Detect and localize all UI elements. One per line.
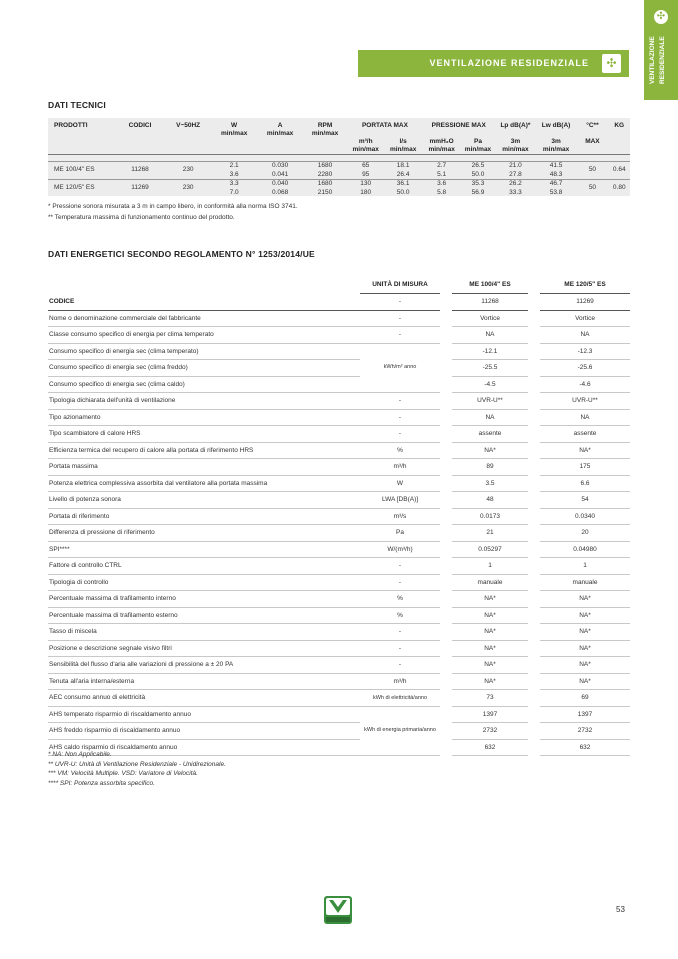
- table-row: [48, 591, 630, 608]
- row-value-product-1: NA*: [452, 442, 528, 459]
- row-unit: -: [360, 409, 440, 426]
- row-label: AHS freddo risparmio di riscaldamento annuo: [48, 723, 360, 740]
- table-row: [48, 607, 630, 624]
- row-label: Tipo scambiatore di calore HRS: [48, 426, 360, 443]
- row-value-product-1: NA*: [452, 624, 528, 641]
- table-row: [48, 180, 630, 189]
- col-product-2: ME 120/5" ES: [540, 275, 630, 294]
- row-value-product-1: NA*: [452, 640, 528, 657]
- col-codici: CODICI: [128, 122, 152, 129]
- row-unit: -: [360, 657, 440, 674]
- col-rpm-label: RPM: [317, 122, 333, 129]
- col-portata-m3-label: m³/h: [358, 138, 373, 145]
- product-name: ME 120/5" ES: [48, 180, 114, 198]
- w-max: 7.0: [229, 188, 239, 196]
- a-min: 0.040: [258, 180, 303, 189]
- col-lw-sub: [536, 138, 577, 155]
- row-value-product-1: 48: [452, 492, 528, 509]
- row-value-product-1: assente: [452, 426, 528, 443]
- col-w-sub: min/max: [220, 130, 248, 137]
- lp-min: 26.2: [495, 180, 536, 189]
- col-lw: Lw dB(A): [541, 122, 571, 129]
- row-value-product-2: -12.3: [540, 343, 630, 360]
- row-label: Tasso di miscela: [48, 624, 360, 641]
- col-lp: Lp dB(A)*: [500, 122, 531, 129]
- rpm-min: 1680: [303, 162, 348, 171]
- row-unit: %: [360, 591, 440, 608]
- row-value-product-1: NA*: [452, 591, 528, 608]
- row-unit: W/(m³/h): [360, 541, 440, 558]
- col-a-sub: min/max: [266, 130, 294, 137]
- tech-table: [48, 122, 630, 197]
- table-row: [48, 492, 630, 509]
- col-portata-ls: [384, 138, 423, 155]
- row-value-product-1: 1: [452, 558, 528, 575]
- col-lp-3m: 3m: [510, 138, 521, 145]
- lw-max: 53.8: [549, 188, 563, 196]
- row-value-product-2: NA*: [540, 657, 630, 674]
- row-label: Posizione e descrizione segnale visivo filtri: [48, 640, 360, 657]
- product-code: 11269: [114, 180, 165, 198]
- m3h-max: 180: [360, 188, 372, 196]
- row-label: Consumo specifico di energia sec (clima caldo): [48, 376, 360, 393]
- col-kg: KG: [614, 122, 625, 129]
- col-portata-ls-sub: min/max: [389, 146, 417, 153]
- row-value-product-2: 632: [540, 739, 630, 756]
- page-number: 53: [616, 905, 625, 914]
- table-row: [48, 310, 630, 327]
- row-label: SPI****: [48, 541, 360, 558]
- row-label: Consumo specifico di energia sec (clima freddo): [48, 360, 360, 377]
- col-pressione-mmh-sub: min/max: [428, 146, 455, 153]
- table-row: [48, 690, 630, 707]
- mmh2o-max: 5.1: [437, 170, 447, 178]
- row-value-product-2: NA*: [540, 591, 630, 608]
- row-value-product-1: NA: [452, 327, 528, 344]
- pa-max: 56.9: [471, 188, 485, 196]
- row-value-product-1: NA*: [452, 673, 528, 690]
- house-fan-icon: ✣: [602, 54, 621, 73]
- table-row: [48, 442, 630, 459]
- col-portata: PORTATA MAX: [361, 122, 408, 129]
- row-unit: -: [360, 624, 440, 641]
- row-label: Livello di potenza sonora: [48, 492, 360, 509]
- row-unit: -: [360, 310, 440, 327]
- w-min: 2.1: [211, 162, 258, 171]
- pa-min: 26.5: [461, 162, 495, 171]
- table-row: [48, 525, 630, 542]
- row-value-product-2: NA*: [540, 607, 630, 624]
- row-label: Tenuta all'aria interna/esterna: [48, 673, 360, 690]
- row-value-product-1: 3.5: [452, 475, 528, 492]
- w-max: 3.6: [229, 170, 239, 178]
- row-unit: -: [360, 558, 440, 575]
- table-row: [48, 706, 630, 723]
- table-row: [48, 327, 630, 344]
- row-label: AHS temperato risparmio di riscaldamento annuo: [48, 706, 360, 723]
- product-voltage: 230: [166, 180, 211, 198]
- col-unit: UNITÀ DI MISURA: [360, 275, 440, 294]
- tech-section-title: DATI TECNICI: [48, 100, 106, 110]
- row-unit: %: [360, 442, 440, 459]
- row-unit: Pa: [360, 525, 440, 542]
- rpm-min: 1680: [303, 180, 348, 189]
- row-value-product-1: 73: [452, 690, 528, 707]
- table-row: [48, 541, 630, 558]
- row-label: Differenza di pressione di riferimento: [48, 525, 360, 542]
- row-label: Consumo specifico di energia sec (clima temperato): [48, 343, 360, 360]
- row-unit: kWh/m² anno: [360, 343, 440, 393]
- row-value-product-2: 0.04980: [540, 541, 630, 558]
- note-2: ** UVR-U: Unità di Ventilazione Residenziale - Unidirezionale.: [48, 760, 226, 768]
- row-value-product-1: UVR-U**: [452, 393, 528, 410]
- row-value-product-1: 0.0173: [452, 508, 528, 525]
- row-value-product-2: -25.6: [540, 360, 630, 377]
- col-lw-3m: 3m: [551, 138, 561, 145]
- row-label: Classe consumo specifico di energia per clima temperato: [48, 327, 360, 344]
- product-code: 11268: [114, 162, 165, 180]
- row-value-product-1: 1397: [452, 706, 528, 723]
- row-label: Efficienza termica del recupero di calore alla portata di riferimento HRS: [48, 442, 360, 459]
- row-value-product-1: 2732: [452, 723, 528, 740]
- a-max: 0.068: [271, 188, 289, 196]
- row-value-product-1: NA*: [452, 607, 528, 624]
- row-label: Percentuale massima di trafilamento interno: [48, 591, 360, 608]
- col-a: [258, 122, 303, 138]
- row-value-product-2: 2732: [540, 723, 630, 740]
- row-value-product-2: 1397: [540, 706, 630, 723]
- row-value-product-2: NA: [540, 409, 630, 426]
- row-value-product-2: NA: [540, 327, 630, 344]
- table-row: [48, 376, 630, 393]
- table-row: [48, 343, 630, 360]
- row-value-product-2: -4.6: [540, 376, 630, 393]
- col-lp-minmax: min/max: [502, 146, 529, 153]
- pa-min: 35.3: [461, 180, 495, 189]
- lw-min: 41.5: [536, 162, 577, 171]
- col-lp-sub: [495, 138, 536, 155]
- table-row: [48, 624, 630, 641]
- a-max: 0.041: [271, 170, 289, 178]
- house-fan-icon: ✣: [654, 10, 668, 24]
- col-portata-m3: [348, 138, 384, 155]
- row-value-product-2: NA*: [540, 640, 630, 657]
- energy-table: [48, 275, 630, 756]
- row-value-product-2: 175: [540, 459, 630, 476]
- row-label: Percentuale massima di trafilamento esterno: [48, 607, 360, 624]
- m3h-max: 95: [362, 170, 370, 178]
- row-unit: -: [360, 426, 440, 443]
- weight: 0.64: [608, 162, 630, 180]
- lw-min: 46.7: [536, 180, 577, 189]
- row-unit: -: [360, 574, 440, 591]
- row-unit: LWA [DB(A)]: [360, 492, 440, 509]
- col-prodotti: PRODOTTI: [54, 122, 88, 129]
- table-row: [48, 657, 630, 674]
- ls-max: 26.4: [396, 170, 410, 178]
- pa-max: 50.0: [471, 170, 485, 178]
- table-row: [48, 558, 630, 575]
- row-value-product-1: NA: [452, 409, 528, 426]
- row-unit: m³/h: [360, 459, 440, 476]
- row-label: Tipologia di controllo: [48, 574, 360, 591]
- col-product-1: ME 100/4" ES: [452, 275, 528, 294]
- row-value-product-1: manuale: [452, 574, 528, 591]
- col-pressione-pa-sub: min/max: [464, 146, 492, 153]
- col-pressione-mmh: [422, 138, 461, 155]
- banner-title: VENTILAZIONE RESIDENZIALE: [429, 58, 589, 68]
- row-label: CODICE: [48, 294, 360, 311]
- row-value-product-1: 0.05297: [452, 541, 528, 558]
- ls-min: 18.1: [384, 162, 423, 171]
- row-value-product-1: 21: [452, 525, 528, 542]
- row-label: AHS caldo risparmio di riscaldamento annuo: [48, 739, 360, 756]
- mmh2o-min: 3.6: [422, 180, 461, 189]
- mmh2o-max: 5.8: [437, 188, 447, 196]
- table-row: [48, 393, 630, 410]
- row-value-product-2: assente: [540, 426, 630, 443]
- row-value-product-1: 89: [452, 459, 528, 476]
- row-unit: m³/h: [360, 673, 440, 690]
- row-label: Sensibilità del flusso d'aria alle variazioni di pressione a ± 20 PA: [48, 657, 360, 674]
- side-tab-label: [648, 24, 674, 96]
- row-value-product-2: NA*: [540, 624, 630, 641]
- energy-section-title: DATI ENERGETICI SECONDO REGOLAMENTO N° 1253/2014/UE: [48, 249, 315, 259]
- col-temp: °C**: [586, 122, 599, 129]
- col-pressione-pa-label: Pa: [474, 138, 482, 145]
- table-row: [48, 673, 630, 690]
- col-rpm-sub: min/max: [311, 130, 339, 137]
- row-label: Portata di riferimento: [48, 508, 360, 525]
- m3h-min: 130: [348, 180, 384, 189]
- row-label: Portata massima: [48, 459, 360, 476]
- temp-max: 50: [576, 180, 608, 198]
- row-unit: -: [360, 294, 440, 311]
- row-unit: kWh di energia primaria/anno: [360, 706, 440, 756]
- col-a-label: A: [277, 122, 283, 129]
- row-value-product-2: 20: [540, 525, 630, 542]
- note-3: *** VM: Velocità Multiple. VSD: Variatore di Velocità.: [48, 770, 198, 777]
- row-value-product-1: 11268: [452, 294, 528, 311]
- product-voltage: 230: [166, 162, 211, 180]
- vortice-logo: [323, 895, 353, 925]
- tech-footnote-1: * Pressione sonora misurata a 3 m in campo libero, in conformità alla norma ISO 3741.: [48, 203, 298, 210]
- row-value-product-2: 11269: [540, 294, 630, 311]
- col-pressione-pa: [461, 138, 495, 155]
- table-row: [48, 475, 630, 492]
- table-row: [48, 723, 630, 740]
- col-temp-sub: MAX: [576, 138, 608, 155]
- table-row: [48, 508, 630, 525]
- section-banner: [358, 50, 629, 77]
- table-row: [48, 574, 630, 591]
- section-side-tab: [644, 0, 678, 100]
- row-label: Fattore di controllo CTRL: [48, 558, 360, 575]
- row-value-product-1: Vortice: [452, 310, 528, 327]
- table-row: [48, 640, 630, 657]
- side-tab-line2: RESIDENZIALE: [659, 36, 666, 84]
- col-pressione: PRESSIONE MAX: [431, 122, 486, 129]
- col-v: V~50HZ: [176, 122, 201, 129]
- tech-footnote-2: ** Temperatura massima di funzionamento continuo del prodotto.: [48, 214, 235, 221]
- row-value-product-2: 6.6: [540, 475, 630, 492]
- lp-min: 21.0: [495, 162, 536, 171]
- row-unit: W: [360, 475, 440, 492]
- row-value-product-2: 69: [540, 690, 630, 707]
- note-4: **** SPI: Potenza assorbita specifico.: [48, 779, 155, 787]
- table-row: [48, 409, 630, 426]
- col-portata-ls-label: l/s: [399, 138, 407, 145]
- row-value-product-2: 1: [540, 558, 630, 575]
- lp-max: 27.8: [509, 170, 522, 178]
- row-unit: m³/s: [360, 508, 440, 525]
- m3h-min: 65: [348, 162, 384, 171]
- lp-max: 33.3: [509, 188, 522, 196]
- product-name: ME 100/4" ES: [48, 162, 114, 180]
- side-tab-line1: VENTILAZIONE: [649, 36, 656, 84]
- table-row: [48, 294, 630, 311]
- table-row: [48, 162, 630, 171]
- col-rpm: [303, 122, 348, 138]
- row-label: AEC consumo annuo di elettricità: [48, 690, 360, 707]
- ls-min: 36.1: [384, 180, 423, 189]
- row-value-product-2: UVR-U**: [540, 393, 630, 410]
- row-value-product-2: NA*: [540, 673, 630, 690]
- row-value-product-2: manuale: [540, 574, 630, 591]
- table-row: [48, 360, 630, 377]
- ls-max: 50.0: [396, 188, 410, 196]
- note-1: * NA: Non Applicabile.: [48, 751, 112, 758]
- row-value-product-1: -4.5: [452, 376, 528, 393]
- row-unit: %: [360, 607, 440, 624]
- col-portata-m3-sub: min/max: [352, 146, 379, 153]
- energy-notes: [48, 750, 226, 788]
- mmh2o-min: 2.7: [422, 162, 461, 171]
- row-unit: -: [360, 640, 440, 657]
- row-value-product-1: -12.1: [452, 343, 528, 360]
- table-row: [48, 426, 630, 443]
- col-w-label: W: [231, 122, 238, 129]
- lw-max: 48.3: [549, 170, 563, 178]
- row-label: Tipologia dichiarata dell'unità di ventilazione: [48, 393, 360, 410]
- rpm-max: 2150: [317, 188, 333, 196]
- row-label: Tipo azionamento: [48, 409, 360, 426]
- row-value-product-2: Vortice: [540, 310, 630, 327]
- row-value-product-1: 632: [452, 739, 528, 756]
- rpm-max: 2280: [317, 170, 333, 178]
- row-value-product-2: 54: [540, 492, 630, 509]
- col-pressione-mmh-label: mmH₂O: [429, 138, 454, 145]
- col-lw-minmax: min/max: [542, 146, 570, 153]
- w-min: 3.3: [211, 180, 258, 189]
- row-unit: -: [360, 393, 440, 410]
- table-row: [48, 459, 630, 476]
- row-unit: -: [360, 327, 440, 344]
- temp-max: 50: [576, 162, 608, 180]
- row-label: Nome o denominazione commerciale del fabbricante: [48, 310, 360, 327]
- row-value-product-2: 0.0340: [540, 508, 630, 525]
- col-w: [211, 122, 258, 138]
- row-label: Potenza elettrica complessiva assorbita dal ventilatore alla portata massima: [48, 475, 360, 492]
- row-unit: kWh di elettricità/anno: [360, 690, 440, 707]
- weight: 0.80: [608, 180, 630, 198]
- row-value-product-2: NA*: [540, 442, 630, 459]
- row-value-product-1: NA*: [452, 657, 528, 674]
- a-min: 0.030: [258, 162, 303, 171]
- row-value-product-1: -25.5: [452, 360, 528, 377]
